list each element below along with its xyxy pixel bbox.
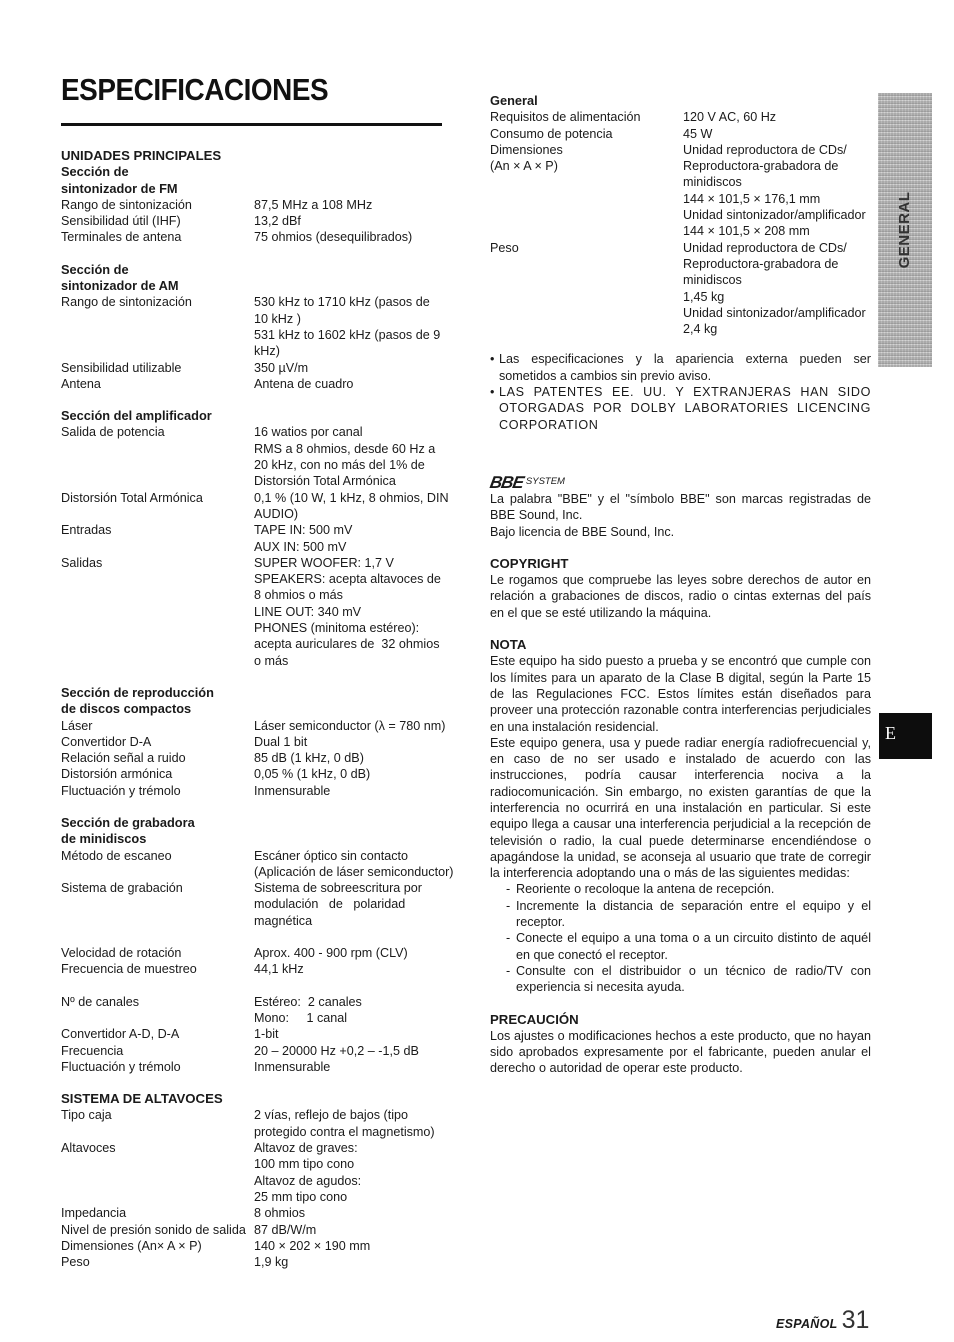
spec-row — [490, 240, 871, 338]
spec-value: SUPER WOOFER: 1,7 V SPEAKERS: acepta altavoces de 8 ohmios o más LINE OUT: 340 mV PHONES (minitoma estéreo): acepta auriculares de 32 ohmios o más — [254, 555, 441, 668]
spec-value: Inmensurable — [254, 1059, 331, 1074]
spec-row — [61, 213, 446, 229]
side-tab-language — [879, 713, 932, 759]
spec-row — [61, 1026, 446, 1042]
precaucion-text: Los ajustes o modificaciones hechos a este producto, que no hayan sido aprobados expresamente por el fabricante, pueden anular el derecho o autoridad de operar este producto. — [490, 1028, 871, 1076]
spec-row — [61, 522, 446, 555]
spec-label: Nº de canales — [61, 994, 140, 1009]
right-column — [490, 93, 871, 1077]
spec-value: Estéreo: 2 canales Mono: 1 canal — [254, 994, 362, 1025]
side-tab-general-label: GENERAL — [895, 191, 913, 269]
side-tab-general — [878, 93, 932, 367]
title-rule — [61, 123, 442, 126]
bbe-license-text: Bajo licencia de BBE Sound, Inc. — [490, 524, 675, 539]
spec-value: Altavoz de graves: 100 mm tipo cono Altavoz de agudos: 25 mm tipo cono — [254, 1141, 362, 1204]
subheading-fm-2: sintonizador de FM — [61, 180, 178, 196]
spec-label: Dimensiones (An× A × P) — [61, 1238, 202, 1253]
subheading-am-2: sintonizador de AM — [61, 278, 179, 294]
spec-value: 16 watios por canal RMS a 8 ohmios, desde 60 Hz a 20 kHz, con no más del 1% de Distorsión Total Armónica — [254, 425, 436, 489]
spec-table-am — [61, 294, 446, 392]
spec-row — [61, 994, 446, 1027]
spec-label: Entradas — [61, 523, 112, 538]
spec-row — [61, 1222, 446, 1238]
spec-row — [61, 734, 446, 750]
spec-label: Convertidor A-D, D-A — [61, 1027, 180, 1042]
spec-value: 20 – 20000 Hz +0,2 – -1,5 dB — [254, 1043, 419, 1058]
note-bullet: • Las especificaciones y la apariencia externa pueden ser sometidos a cambios sin previo aviso. — [490, 352, 871, 383]
spec-row — [61, 783, 446, 799]
spec-label: Fluctuación y trémolo — [61, 783, 181, 798]
spec-row — [61, 1140, 446, 1205]
measure-item: - Conecte el equipo a una toma o a un circuito distinto de aquél en que conectó el receptor. — [506, 931, 871, 962]
spec-label: Convertidor D-A — [61, 734, 152, 749]
bbe-logo-mark: BBE — [488, 472, 525, 492]
spec-value: Unidad reproductora de CDs/ Reproductora-grabadora de minidiscos 1,45 kg Unidad sintonizador/amplificador 2,4 kg — [683, 240, 866, 337]
spec-label: Sensibilidad útil (IHF) — [61, 214, 181, 229]
spec-label: Nivel de presión sonido de salida — [61, 1222, 246, 1237]
spec-row — [61, 945, 446, 961]
spec-value: 0,1 % (10 W, 1 kHz, 8 ohmios, DIN AUDIO) — [254, 490, 449, 521]
spec-row — [61, 1107, 446, 1140]
subheading-am-1: Sección de — [61, 261, 129, 277]
spec-row — [61, 750, 446, 766]
spec-value: 45 W — [683, 126, 713, 141]
side-tab-language-letter: E — [885, 723, 896, 743]
bbe-logo — [490, 471, 871, 491]
spec-label: Peso — [61, 1255, 90, 1270]
bbe-trademark-text: La palabra "BBE" y el "símbolo BBE" son marcas registradas de BBE Sound, Inc. — [490, 491, 871, 523]
section-heading-copyright: COPYRIGHT — [490, 555, 569, 571]
subheading-cd-2: de discos compactos — [61, 701, 192, 717]
spec-row — [61, 766, 446, 782]
spec-value: 530 kHz to 1710 kHz (pasos de 10 kHz ) 531 kHz to 1602 kHz (pasos de 9 kHz) — [254, 295, 441, 359]
spec-row — [61, 1238, 446, 1254]
spec-label: Relación señal a ruido — [61, 751, 186, 766]
subheading-md-2: de minidiscos — [61, 831, 147, 847]
spec-row — [61, 1254, 446, 1270]
spec-row — [61, 424, 446, 489]
spec-value: 13,2 dBf — [254, 214, 301, 229]
note-text: LAS PATENTES EE. UU. Y EXTRANJERAS HAN SIDO OTORGADAS POR DOLBY LABORATORIES LICENCING CORPORATION — [499, 385, 871, 432]
spec-row — [490, 126, 871, 142]
spec-label: Peso — [490, 240, 519, 255]
spec-label: Terminales de antena — [61, 230, 182, 245]
spec-label: Requisitos de alimentación — [490, 110, 641, 125]
spec-label: Distorsión Total Armónica — [61, 490, 203, 505]
spec-label: Dimensiones (An × A × P) — [490, 142, 563, 174]
spec-label: Salida de potencia — [61, 425, 165, 440]
spec-value: 0,05 % (1 kHz, 0 dB) — [254, 767, 371, 782]
spec-row — [61, 961, 446, 977]
nota-paragraph: Este equipo genera, usa y puede radiar energía radiofrecuencial y, en caso de no ser usado e instalado de acuerdo con las instrucciones, podría causar interferencia nociva a la radiocomunicación. Sin embargo, no existen garantías de que la interferencia no ocurrirá en una instalación en particular. Si este equipo llega a causar una interferencia perjudicial a la recepción de televisión o radio, la cual puede determinarse encendiéndose o apagándose la unidad, se aconseja al usuario que trate de corregir la interferencia adoptando una o más de las siguientes medidas: — [490, 735, 871, 881]
spec-table-cd — [61, 718, 446, 799]
spec-table-fm — [61, 197, 446, 246]
spec-value: 44,1 kHz — [254, 962, 304, 977]
measure-item: - Consulte con el distribuidor o un técnico de radio/TV con experiencia si necesita ayuda. — [506, 963, 871, 995]
spec-value: Láser semiconductor (λ = 780 nm) — [254, 718, 446, 733]
measure-item: - Reoriente o recoloque la antena de recepción. — [506, 882, 775, 897]
spec-label: Rango de sintonización — [61, 197, 192, 212]
page-footer — [776, 1306, 870, 1334]
spec-value: Antena de cuadro — [254, 376, 354, 391]
spec-row — [61, 848, 454, 881]
section-heading-nota: NOTA — [490, 637, 527, 653]
spec-value: 85 dB (1 kHz, 0 dB) — [254, 751, 364, 766]
spec-table-md — [61, 848, 454, 1076]
spec-label: Frecuencia de muestreo — [61, 962, 197, 977]
spec-value: Aprox. 400 - 900 rpm (CLV) — [254, 946, 408, 961]
spec-label: Método de escaneo — [61, 848, 172, 863]
spec-label: Altavoces — [61, 1141, 116, 1156]
spec-label: Salidas — [61, 555, 103, 570]
spec-value: 75 ohmios (desequilibrados) — [254, 230, 413, 245]
subheading-fm-1: Sección de — [61, 164, 129, 180]
note-bullet: • LAS PATENTES EE. UU. Y EXTRANJERAS HAN SIDO OTORGADAS POR DOLBY LABORATORIES LICENCING CORPORATION — [490, 385, 871, 432]
spec-row — [490, 109, 871, 125]
spec-value: 1-bit — [254, 1027, 279, 1042]
spec-label: Distorsión armónica — [61, 767, 173, 782]
spec-label: Velocidad de rotación — [61, 946, 182, 961]
spec-value: Unidad reproductora de CDs/ Reproductora-grabadora de minidiscos 144 × 101,5 × 176,1 mm Unidad sintonizador/amplificador 144 × 101,5 × 208 mm — [683, 142, 866, 239]
spec-value: 350 µV/m — [254, 360, 309, 375]
section-heading-unidades: UNIDADES PRINCIPALES — [61, 148, 222, 163]
spec-value: Sistema de sobreescritura por modulación de polaridad magnética — [254, 881, 422, 928]
page-title: ESPECIFICACIONES — [61, 72, 329, 107]
spec-value: 120 V AC, 60 Hz — [683, 110, 777, 125]
spec-label: Rango de sintonización — [61, 295, 192, 310]
spec-row — [61, 197, 446, 213]
subheading-cd-1: Sección de reproducción — [61, 684, 214, 700]
spec-value: 1,9 kg — [254, 1255, 289, 1270]
spec-value: 8 ohmios — [254, 1206, 306, 1221]
footer-language: ESPAÑOL — [776, 1317, 838, 1331]
spec-label: Sistema de grabación — [61, 881, 183, 896]
spec-label: Sensibilidad utilizable — [61, 360, 182, 375]
spec-label: Impedancia — [61, 1206, 127, 1221]
spec-value: Dual 1 bit — [254, 734, 308, 749]
spec-row — [61, 294, 446, 359]
note-text: Las especificaciones y la apariencia externa pueden ser sometidos a cambios sin previo aviso. — [499, 352, 871, 383]
spec-label: Láser — [61, 718, 93, 733]
copyright-text: Le rogamos que compruebe las leyes sobre derechos de autor en relación a grabaciones de discos, radio o cintas externas del país en el que se esté utilizando la máquina. — [490, 573, 871, 620]
left-column — [61, 148, 454, 1270]
spec-value: Inmensurable — [254, 783, 331, 798]
measure-item: - Incremente la distancia de separación entre el equipo y el receptor. — [506, 898, 871, 930]
nota-paragraph: Este equipo ha sido puesto a prueba y se encontró que cumple con los límites para un aparato de la Clase B digital, según la Parte 15 de las Regulaciones FCC. Estos límites están diseñados para proveer una protección razonable contra interferencias perjudiciales en una instalación residencial. — [490, 654, 871, 734]
spec-row — [61, 880, 446, 929]
subheading-general: General — [490, 93, 538, 108]
spec-row — [61, 376, 446, 392]
section-heading-altavoces: SISTEMA DE ALTAVOCES — [61, 1091, 223, 1107]
spec-row — [61, 555, 446, 669]
spec-row — [61, 1059, 446, 1075]
spec-value: 87,5 MHz a 108 MHz — [254, 197, 373, 212]
bbe-logo-suffix: SYSTEM — [525, 475, 565, 487]
spec-table-amplificador — [61, 424, 449, 668]
spec-row — [61, 360, 446, 376]
spec-label: Tipo caja — [61, 1108, 112, 1123]
spec-row — [61, 229, 446, 245]
spec-table-general — [490, 109, 871, 337]
spec-label: Consumo de potencia — [490, 126, 613, 141]
spec-table-altavoces — [61, 1107, 446, 1270]
subheading-md-1: Sección de grabadora — [61, 814, 195, 830]
spec-row — [61, 490, 449, 523]
subheading-amplificador: Sección del amplificador — [61, 408, 212, 424]
spec-value: 2 vías, reflejo de bajos (tipo protegido contra el magnetismo) — [254, 1108, 435, 1139]
spec-label: Frecuencia — [61, 1043, 124, 1058]
spec-row — [490, 142, 871, 240]
spec-value: TAPE IN: 500 mV AUX IN: 500 mV — [254, 523, 353, 554]
page-number: 31 — [841, 1306, 870, 1334]
spec-label: Antena — [61, 376, 101, 391]
spec-value: 87 dB/W/m — [254, 1222, 317, 1237]
spec-row — [61, 1205, 446, 1221]
spec-value: Escáner óptico sin contacto (Aplicación de láser semiconductor) — [254, 848, 454, 879]
spec-value: 140 × 202 × 190 mm — [254, 1238, 371, 1253]
spec-row — [61, 718, 446, 734]
section-heading-precaucion: PRECAUCIÓN — [490, 1011, 579, 1027]
spec-row — [61, 1043, 446, 1059]
spec-label: Fluctuación y trémolo — [61, 1059, 181, 1074]
